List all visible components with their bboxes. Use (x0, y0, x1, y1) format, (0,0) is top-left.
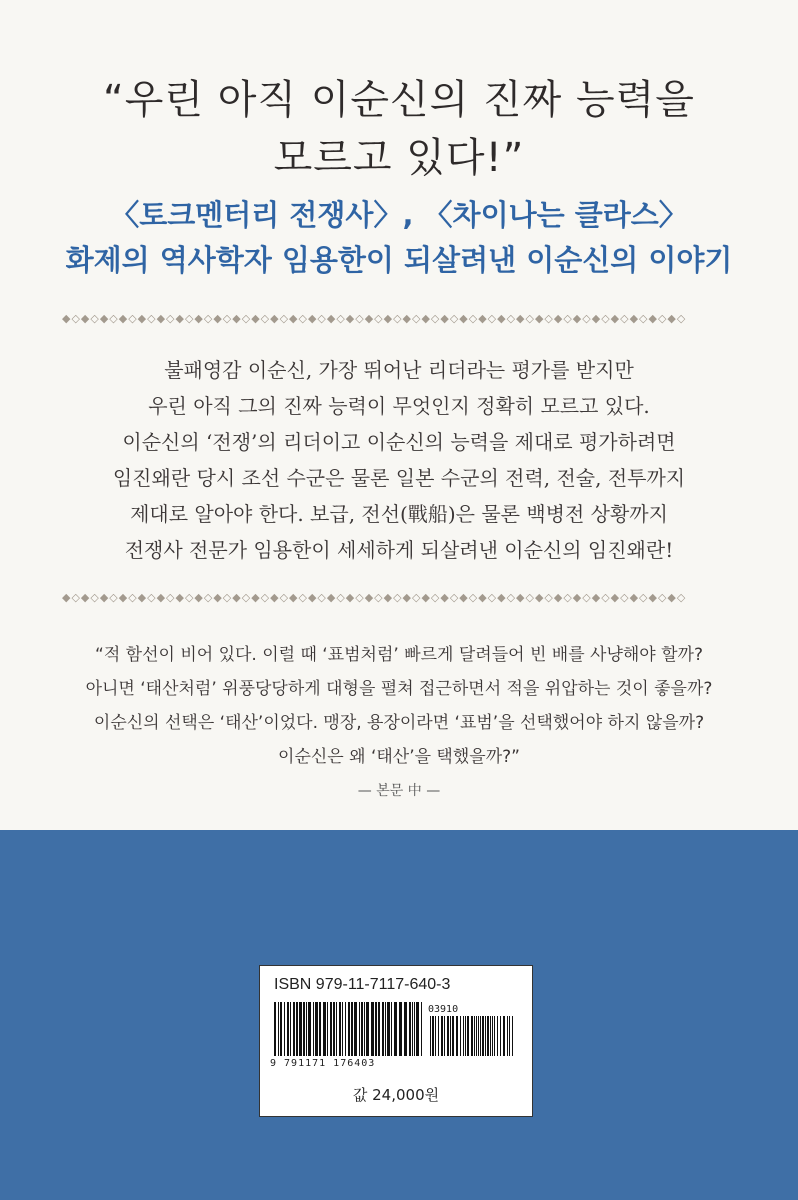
excerpt-source: — 본문 中 — (357, 783, 441, 799)
subtitle-line-2: 화제의 역사학자 임용한이 되살려낸 이순신의 이야기 (65, 243, 733, 277)
excerpt-line: 이순신의 선택은 ‘태산’이었다. 맹장, 용장이라면 ‘표범’을 선택했어야 하지 않을까? (93, 713, 705, 733)
isbn-text: ISBN 979-11-7117-640-3 (274, 976, 451, 993)
description-line: 우린 아직 그의 진짜 능력이 무엇인지 정확히 모르고 있다. (148, 394, 650, 418)
addon-code: 03910 (428, 1004, 459, 1015)
book-description (40, 352, 758, 568)
ornament-divider-bottom: ◆◇◆◇◆◇◆◇◆◇◆◇◆◇◆◇◆◇◆◇◆◇◆◇◆◇◆◇◆◇◆◇◆◇◆◇◆◇◆◇◆◇◆◇◆◇◆◇◆◇◆◇◆◇◆◇◆◇◆◇◆◇◆◇◆◇ (62, 592, 687, 604)
headline-line-1: “우린 아직 이순신의 진짜 능력을 (103, 77, 695, 123)
description-line: 이순신의 ‘전쟁’의 리더이고 이순신의 능력을 제대로 평가하려면 (122, 430, 676, 454)
headline-line-2: 모르고 있다!” (273, 135, 525, 181)
ean-number: 9 791171 176403 (270, 1058, 376, 1069)
excerpt-line: 이순신은 왜 ‘태산’을 택했을까?” (278, 747, 520, 767)
barcode-image (274, 1002, 518, 1058)
barcode-label (259, 965, 533, 1117)
excerpt-line: 아니면 ‘태산처럼’ 위풍당당하게 대형을 펼쳐 접근하면서 적을 위압하는 것이 좋을까? (85, 679, 713, 699)
excerpt-line: “적 함선이 비어 있다. 이럴 때 ‘표범처럼’ 빠르게 달려들어 빈 배를 사냥해야 할까? (95, 645, 703, 665)
book-excerpt (40, 638, 758, 808)
description-line: 불패영감 이순신, 가장 뛰어난 리더라는 평가를 받지만 (164, 358, 634, 382)
price-text: 값 24,000원 (352, 1086, 440, 1104)
description-line: 전쟁사 전문가 임용한이 세세하게 되살려낸 이순신의 임진왜란! (124, 538, 674, 562)
description-line: 임진왜란 당시 조선 수군은 물론 일본 수군의 전력, 전술, 전투까지 (112, 466, 686, 490)
description-line: 제대로 알아야 한다. 보급, 전선(戰船)은 물론 백병전 상황까지 (130, 502, 668, 526)
ornament-divider-top: ◆◇◆◇◆◇◆◇◆◇◆◇◆◇◆◇◆◇◆◇◆◇◆◇◆◇◆◇◆◇◆◇◆◇◆◇◆◇◆◇◆◇◆◇◆◇◆◇◆◇◆◇◆◇◆◇◆◇◆◇◆◇◆◇◆◇ (62, 313, 687, 325)
subtitle-line-1: 〈토크멘터리 전쟁사〉, 〈차이나는 클라스〉 (110, 198, 688, 232)
